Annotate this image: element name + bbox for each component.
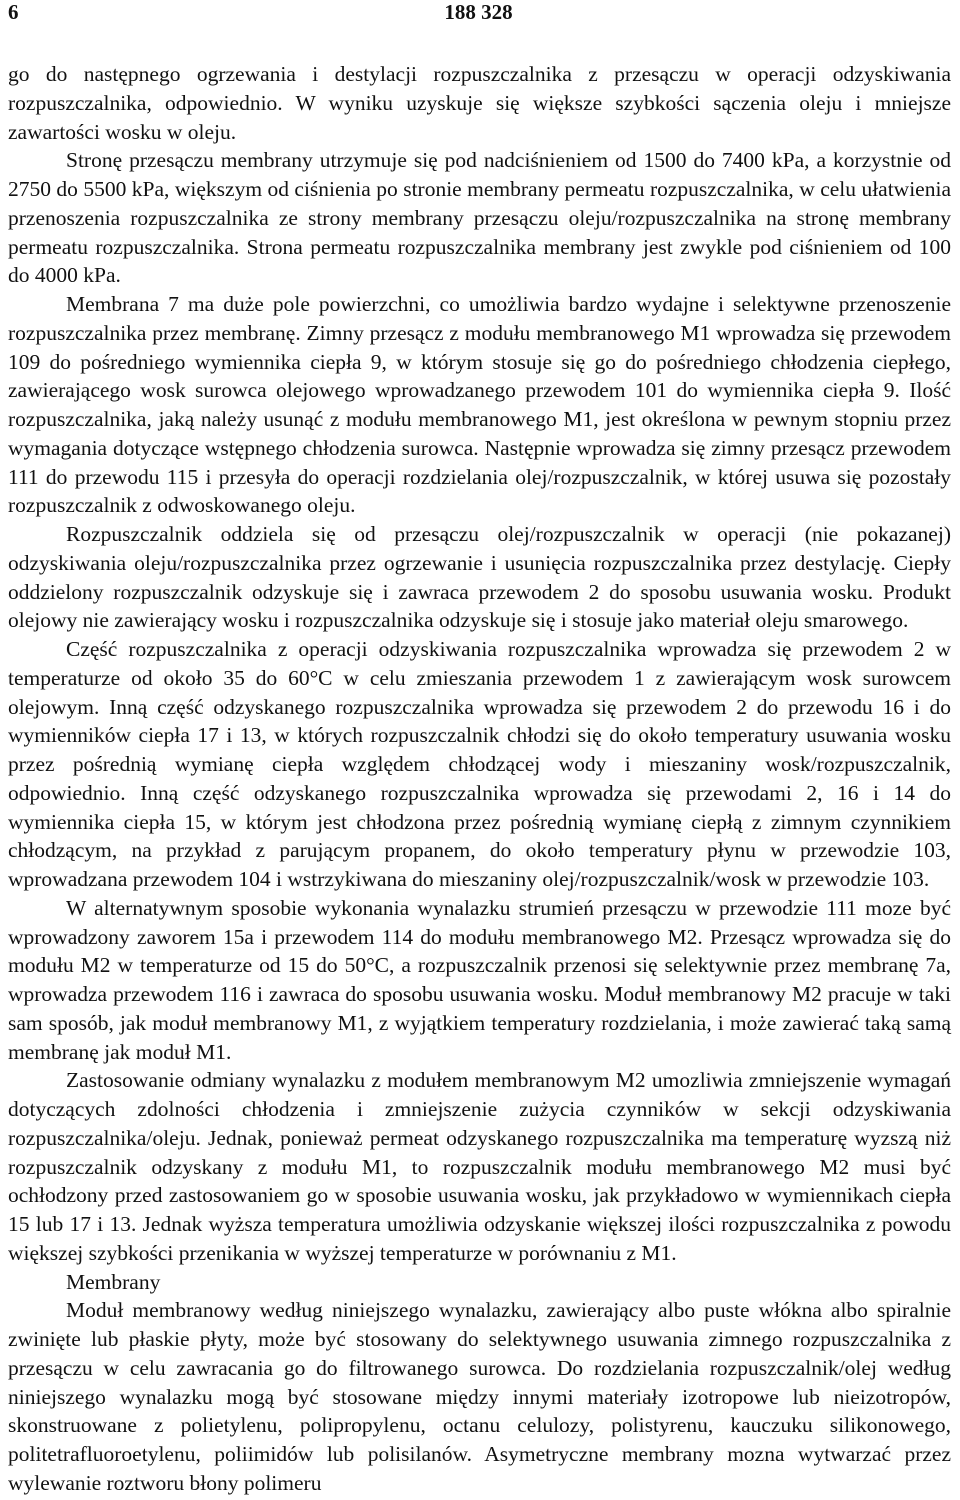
body-text: [8, 60, 951, 1498]
paragraph-membrane-module: Moduł membranowy według niniejszego wynalazku, zawierający albo puste włókna albo spiralnie zwinięte lub płaskie płyty, może być stosowany do selektywnego usuwania zimnego rozpuszczalnika z przesączu w celu zawracania go do filtrowanego surowca. Do rozdzielania rozpuszczalnik/olej według niniejszego wynalazku mogą być stosowane między innymi materiały izotropowe lub nieizotropów, skonstruowane z polietylenu, polipropylenu, octanu celulozy, polistyrenu, kauczuku silikonowego, politetrafluoroetylenu, poliimidów lub polisilanów. Asymetryczne membrany mozna wytwarzać przez wylewanie roztworu błony polimeru: [8, 1298, 951, 1495]
paragraph-continuation: go do następnego ogrzewania i destylacji rozpuszczalnika z przesączu w operacji odzyskiwania rozpuszczalnika, odpowiednio. W wyniku uzyskuje się większe szybkości sączenia oleju i mniejsze zawartości wosku w oleju.: [8, 62, 951, 144]
paragraph-alternative-embodiment: W alternatywnym sposobie wykonania wynalazku strumień przesączu w przewodzie 111 moze być wprowadzony zaworem 15a i przewodem 114 do modułu membranowego M2. Przesącz wprowadza się do modułu M2 w temperaturze od 15 do 50°C, a rozpuszczalnik przenosi się selektywnie przez membranę 7a, wprowadza przewodem 116 i zawraca do sposobu usuwania wosku. Moduł membranowy M2 pracuje w taki sam sposób, jak moduł membranowy M1, z wyjątkiem temperatury rozdzielania, i może zawierać taką samą membranę jak moduł M1.: [8, 895, 951, 1064]
document-page: [6, 0, 951, 1500]
page-number: 6: [8, 0, 19, 24]
paragraph-membrane-7: Membrana 7 ma duże pole powierzchni, co umożliwia bardzo wydajne i selektywne przenoszenie rozpuszczalnika przez membranę. Zimny przesącz z modułu membranowego M1 wprowadza się przewodem 109 do pośredniego wymiennika ciepła 9, w którym stosuje się go do pośredniego chłodzenia ciepłego, zawierającego wosk surowca olejowego wprowadzanego przewodem 101 do wymiennika ciepła 9. Ilość rozpuszczalnika, jaką należy usunąć z modułu membranowego M1, jest określona w pewnym stopniu przez wymagania dotyczące wstępnego chłodzenia surowca. Następnie wprowadza się zimny przesącz przewodem 111 do przewodu 115 i przesyła do operacji rozdzielania olej/rozpuszczalnik, w której usuwa się pozostały rozpuszczalnik z odwoskowanego oleju.: [8, 292, 951, 518]
page-header: [6, 0, 951, 36]
paragraph-m2-application: Zastosowanie odmiany wynalazku z modułem membranowym M2 umozliwia zmniejszenie wymagań dotyczących zdolności chłodzenia i zmniejszenie zużycia czynników w sekcji odzyskiwania rozpuszczalnika/oleju. Jednak, ponieważ permeat odzyskanego rozpuszczalnika ma temperaturę wyzszą niż rozpuszczalnik odzyskany z modułu M1, to rozpuszczalnik modułu membranowego M2 musi być ochłodzony przed zastosowaniem go w sposobie usuwania wosku, jak przykładowo w wymiennikach ciepła 15 lub 17 i 13. Jednak wyższa temperatura umożliwia odzyskanie większej ilości rozpuszczalnika z powodu większej szybkości przenikania w wyższej temperaturze w porównaniu z M1.: [8, 1068, 951, 1265]
paragraph-solvent-separation: Rozpuszczalnik oddziela się od przesączu olej/rozpuszczalnik w operacji (nie pokazanej) odzyskiwania oleju/rozpuszczalnika przez ogrzewanie i usunięcia rozpuszczalnika przez destylację. Ciepły oddzielony rozpuszczalnik odzyskuje się i zawraca przewodem 2 do sposobu usuwania wosku. Produkt olejowy nie zawierający wosku i rozpuszczalnika odzyskuje się i stosuje jako materiał oleju smarowego.: [8, 522, 951, 633]
section-heading-membrany: Membrany: [66, 1269, 161, 1294]
patent-number: 188 328: [444, 0, 513, 24]
paragraph-membrane-pressure: Stronę przesączu membrany utrzymuje się pod nadciśnieniem od 1500 do 7400 kPa, a korzystnie od 2750 do 5500 kPa, większym od ciśnienia po stronie membrany permeatu rozpuszczalnika, w celu ułatwienia przenoszenia rozpuszczalnika ze strony membrany przesączu oleju/rozpuszczalnika na stronę membrany permeatu rozpuszczalnika. Strona permeatu rozpuszczalnika membrany jest zwykle pod ciśnieniem od 100 do 4000 kPa.: [8, 148, 951, 288]
paragraph-solvent-recovery: Część rozpuszczalnika z operacji odzyskiwania rozpuszczalnika wprowadza się przewodem 2 w temperaturze od około 35 do 60°C w celu zmieszania przewodem 1 z zawierającym wosk surowcem olejowym. Inną część odzyskanego rozpuszczalnika wprowadza się przewodem 2 do przewodu 16 i do wymienników ciepła 17 i 13, w których rozpuszczalnik chłodzi się do około temperatury usuwania wosku przez pośrednią wymianę ciepła względem chłodzącej wody i mieszaniny wosk/rozpuszczalnik, odpowiednio. Inną część odzyskanego rozpuszczalnika wprowadza się przewodami 2, 16 i 14 do wymiennika ciepła 15, w którym jest chłodzona przez pośrednią wymianę ciepłą z zimnym czynnikiem chłodzącym, na przykład z parującym propanem, do około temperatury płynu w przewodzie 103, wprowadzana przewodem 104 i wstrzykiwana do mieszaniny olej/rozpuszczalnik/wosk w przewodzie 103.: [8, 637, 951, 891]
